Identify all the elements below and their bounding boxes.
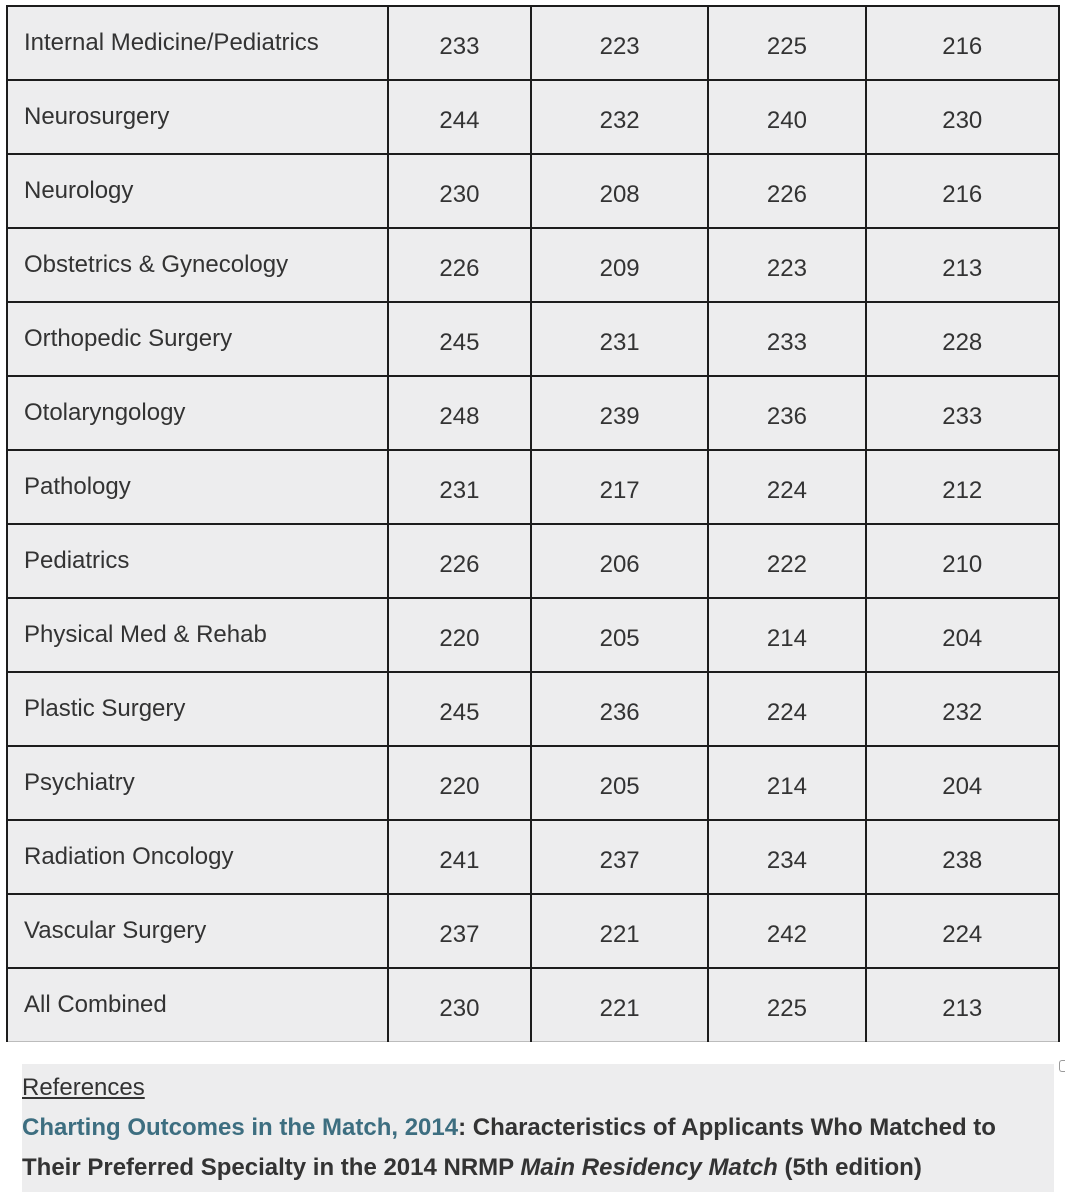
score-cell: 230: [866, 80, 1060, 154]
score-cell: 224: [708, 450, 865, 524]
score-cell: 236: [531, 672, 708, 746]
score-cell: 204: [866, 598, 1060, 672]
specialty-cell: Internal Medicine/Pediatrics: [7, 6, 388, 80]
score-cell: 204: [866, 746, 1060, 820]
score-cell: 226: [388, 228, 531, 302]
table-row: [7, 746, 1059, 820]
scores-table-container: [6, 5, 1060, 1042]
table-row: [7, 598, 1059, 672]
table-row: [7, 80, 1059, 154]
specialty-cell: Neurology: [7, 154, 388, 228]
score-cell: 239: [531, 376, 708, 450]
score-cell: 233: [388, 6, 531, 80]
score-cell: 225: [708, 6, 865, 80]
score-cell: 217: [531, 450, 708, 524]
score-cell: 220: [388, 746, 531, 820]
specialty-cell: Pathology: [7, 450, 388, 524]
score-cell: 244: [388, 80, 531, 154]
score-cell: 224: [708, 672, 865, 746]
score-cell: 212: [866, 450, 1060, 524]
score-cell: 240: [708, 80, 865, 154]
score-cell: 233: [708, 302, 865, 376]
references-section: [22, 1064, 1054, 1192]
table-row: [7, 524, 1059, 598]
score-cell: 232: [866, 672, 1060, 746]
table-row: [7, 968, 1059, 1042]
score-cell: 223: [708, 228, 865, 302]
reference-italic-title: Main Residency Match: [520, 1154, 778, 1181]
score-cell: 216: [866, 154, 1060, 228]
score-cell: 222: [708, 524, 865, 598]
score-cell: 210: [866, 524, 1060, 598]
specialty-cell: Radiation Oncology: [7, 820, 388, 894]
score-cell: 237: [531, 820, 708, 894]
score-cell: 224: [866, 894, 1060, 968]
table-row: [7, 6, 1059, 80]
specialty-cell: Plastic Surgery: [7, 672, 388, 746]
score-cell: 248: [388, 376, 531, 450]
score-cell: 241: [388, 820, 531, 894]
score-cell: 242: [708, 894, 865, 968]
table-row: [7, 450, 1059, 524]
reference-text-part2: (5th edition): [777, 1154, 922, 1181]
table-row: [7, 820, 1059, 894]
score-cell: 214: [708, 746, 865, 820]
score-cell: 236: [708, 376, 865, 450]
score-cell: 231: [531, 302, 708, 376]
reference-link[interactable]: Charting Outcomes in the Match, 2014: [22, 1114, 459, 1141]
score-cell: 221: [531, 894, 708, 968]
score-cell: 232: [531, 80, 708, 154]
score-cell: 226: [388, 524, 531, 598]
score-cell: 230: [388, 154, 531, 228]
score-cell: 213: [866, 228, 1060, 302]
score-cell: 226: [708, 154, 865, 228]
specialty-cell: Pediatrics: [7, 524, 388, 598]
specialty-cell: Orthopedic Surgery: [7, 302, 388, 376]
specialty-cell: Otolaryngology: [7, 376, 388, 450]
score-cell: 245: [388, 302, 531, 376]
score-cell: 209: [531, 228, 708, 302]
score-cell: 234: [708, 820, 865, 894]
specialty-cell: All Combined: [7, 968, 388, 1042]
score-cell: 214: [708, 598, 865, 672]
score-cell: 225: [708, 968, 865, 1042]
score-cell: 230: [388, 968, 531, 1042]
scores-table: [6, 5, 1060, 1042]
score-cell: 220: [388, 598, 531, 672]
scores-table-body: [7, 6, 1059, 1042]
score-cell: 205: [531, 746, 708, 820]
score-cell: 221: [531, 968, 708, 1042]
score-cell: 208: [531, 154, 708, 228]
score-cell: 238: [866, 820, 1060, 894]
score-cell: 228: [866, 302, 1060, 376]
score-cell: 213: [866, 968, 1060, 1042]
specialty-cell: Vascular Surgery: [7, 894, 388, 968]
specialty-cell: Neurosurgery: [7, 80, 388, 154]
reference-citation: [22, 1108, 1054, 1188]
score-cell: 205: [531, 598, 708, 672]
specialty-cell: Obstetrics & Gynecology: [7, 228, 388, 302]
score-cell: 237: [388, 894, 531, 968]
score-cell: 223: [531, 6, 708, 80]
references-heading: References: [22, 1074, 145, 1101]
scroll-edge-marker: [1059, 1060, 1065, 1072]
reference-text-part1: : Characteristics of Applicants Who Matched to Their Preferred Specialty in the 2014 NRMP: [22, 1114, 996, 1181]
score-cell: 231: [388, 450, 531, 524]
table-row: [7, 154, 1059, 228]
table-row: [7, 894, 1059, 968]
score-cell: 206: [531, 524, 708, 598]
specialty-cell: Physical Med & Rehab: [7, 598, 388, 672]
table-row: [7, 302, 1059, 376]
score-cell: 245: [388, 672, 531, 746]
score-cell: 233: [866, 376, 1060, 450]
specialty-cell: Psychiatry: [7, 746, 388, 820]
table-row: [7, 228, 1059, 302]
score-cell: 216: [866, 6, 1060, 80]
table-row: [7, 672, 1059, 746]
table-row: [7, 376, 1059, 450]
